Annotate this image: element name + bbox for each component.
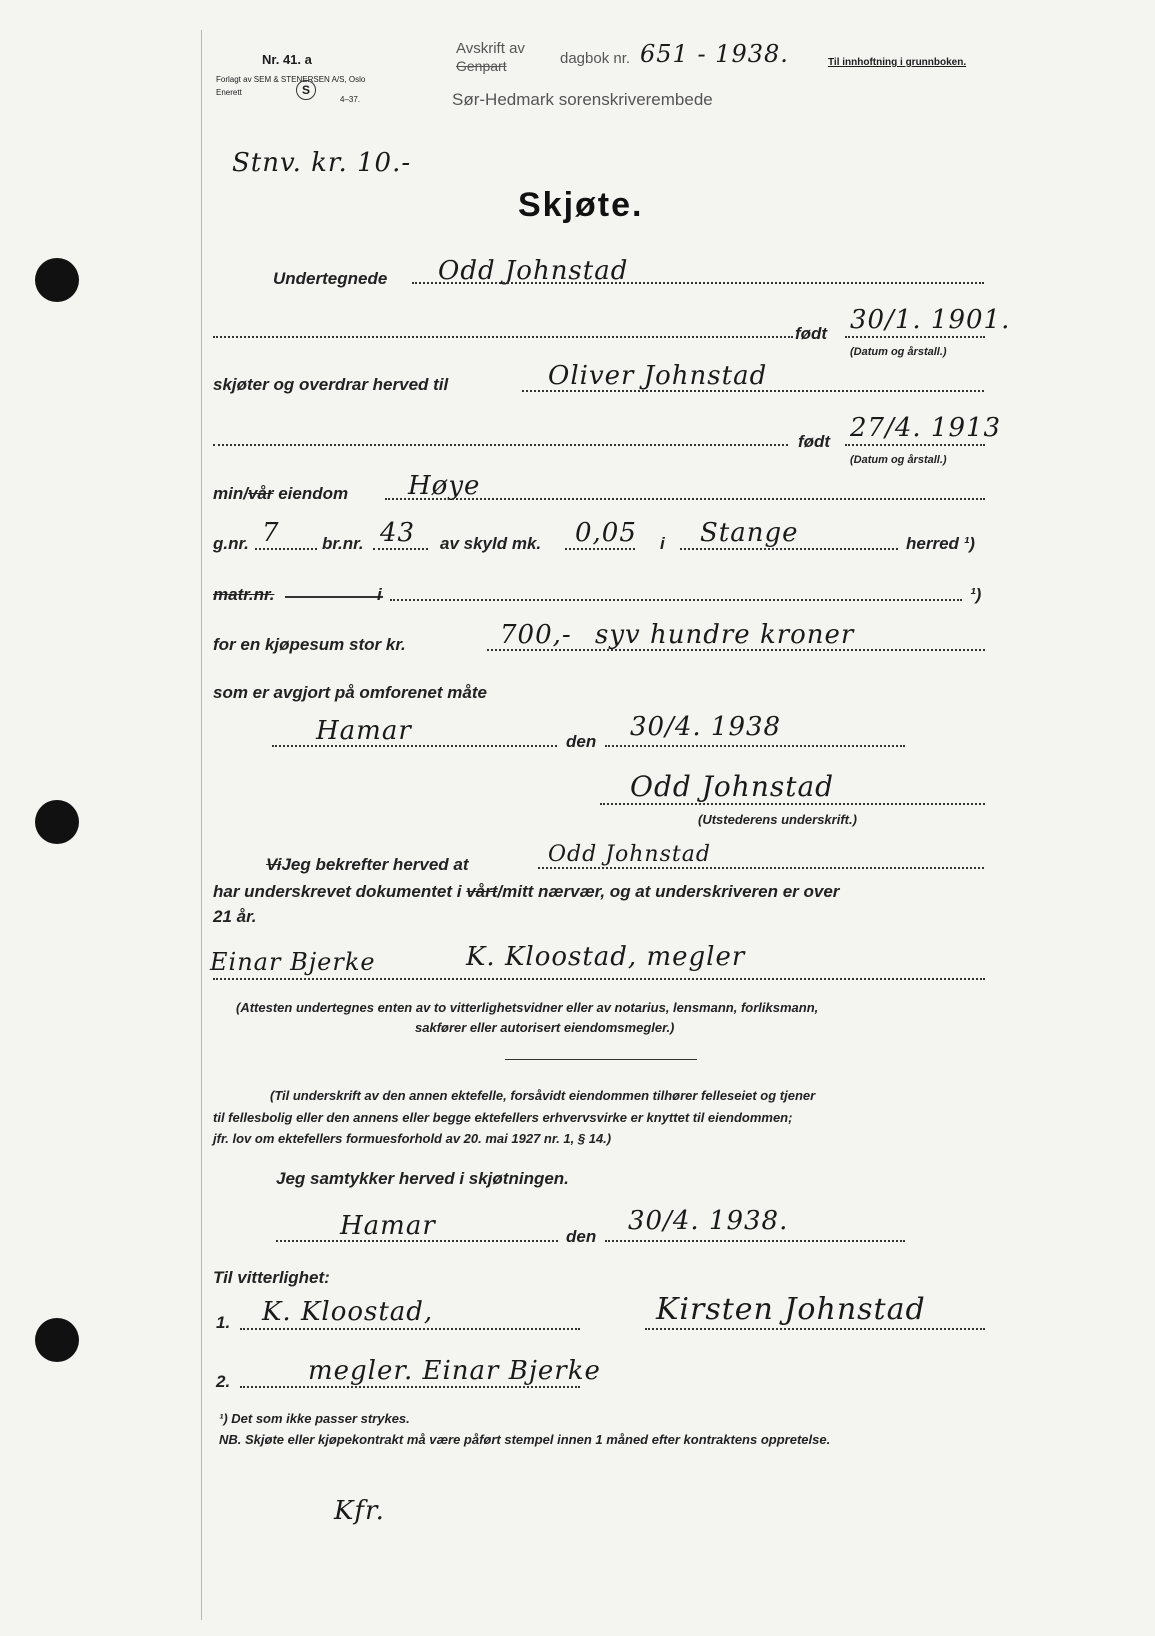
- registration-note: Til innhoftning i grunnboken.: [828, 57, 967, 68]
- matr-strike-line: [285, 596, 383, 598]
- attest-note-1: (Attesten undertegnes enten av to vitterlighetsvidner eller av notarius, lensmann, forliksmann,: [236, 1000, 819, 1015]
- seller-name: Odd Johnstad: [438, 256, 629, 286]
- punch-hole-top: [35, 258, 79, 302]
- property-label-struck: vår: [247, 484, 274, 503]
- witness-prefix: Jeg bekrefter herved at: [281, 855, 469, 874]
- journal-number: 651 - 1938.: [640, 40, 789, 68]
- signature-caption: (Utstederens underskrift.): [698, 812, 857, 827]
- property-name: Høye: [408, 471, 481, 501]
- buyer-name: Oliver Johnstad: [548, 361, 768, 391]
- section-divider: [505, 1059, 697, 1060]
- matr-note: ¹): [970, 585, 982, 604]
- copy-label-struck: Genpart: [456, 58, 507, 74]
- signing-date-line: [605, 745, 905, 747]
- witness-signature-line: [213, 978, 985, 980]
- seller-born-label: født: [795, 324, 828, 343]
- buyer-born-hint: (Datum og årstall.): [850, 454, 947, 466]
- witness-struck: Vi: [266, 855, 282, 874]
- spouse-date-line: [605, 1240, 905, 1242]
- witness-2-number: 2.: [216, 1372, 231, 1391]
- matr-struck: matr.nr.: [213, 585, 275, 604]
- witness-line2-a: har underskrevet dokumentet i: [213, 882, 462, 901]
- witness-heading: Til vitterlighet:: [213, 1268, 330, 1287]
- stamp-annotation: Stnv. kr. 10.-: [232, 148, 412, 178]
- seller-born-hint: (Datum og årstall.): [850, 346, 947, 358]
- agreed-label: som er avgjort på omforenet måte: [213, 683, 487, 702]
- seller-born-date: 30/1. 1901.: [850, 305, 1011, 335]
- bnr-value: 43: [380, 518, 416, 548]
- document-title: Skjøte.: [518, 186, 644, 224]
- spouse-date: 30/4. 1938.: [628, 1206, 789, 1236]
- skyld-line: [565, 548, 635, 550]
- gnr-line: [255, 548, 317, 550]
- form-number: Nr. 41. a: [262, 52, 312, 67]
- buyer-name-line: [522, 390, 984, 392]
- price-amount: 700,-: [500, 620, 572, 650]
- bnr-line: [373, 548, 428, 550]
- property-label: [213, 484, 348, 504]
- spouse-note-2: til fellesbolig eller den annens eller begge ektefellers erhvervsvirke er knyttet til eiendommen;: [213, 1110, 793, 1125]
- bnr-label: br.nr.: [322, 534, 364, 553]
- witness-signature-2: K. Kloostad, megler: [466, 942, 746, 972]
- buyer-label: skjøter og overdrar herved til: [213, 375, 449, 394]
- signing-place: Hamar: [316, 716, 412, 746]
- signing-den-label: den: [566, 732, 597, 751]
- seller-signature: Odd Johnstad: [630, 770, 835, 803]
- witness-1-number: 1.: [216, 1313, 231, 1332]
- witness-signature-1: Einar Bjerke: [210, 948, 376, 976]
- municipality-name: Stange: [700, 518, 799, 548]
- witness-line2-struck: vårt: [466, 882, 498, 901]
- municipality-line: [680, 548, 898, 550]
- initials: Kfr.: [334, 1496, 385, 1526]
- skyld-value: 0,05: [575, 518, 637, 548]
- edition: 4–37.: [340, 95, 361, 104]
- office-name: Sør-Hedmark sorenskriverembede: [452, 90, 713, 109]
- witness-1-signature: K. Kloostad,: [262, 1297, 434, 1327]
- buyer-born-date: 27/4. 1913: [850, 413, 1002, 443]
- property-name-line: [385, 498, 985, 500]
- footnote-2: NB. Skjøte eller kjøpekontrakt må være påført stempel innen 1 måned efter kontraktens oppretelse.: [219, 1432, 831, 1447]
- herred-label: herred ¹): [906, 534, 975, 553]
- copy-label: Avskrift av: [456, 40, 525, 57]
- publisher: Forlagt av SEM & STENERSEN A/S, Oslo: [216, 75, 366, 84]
- punch-hole-bottom: [35, 1318, 79, 1362]
- seller-name-line: [412, 282, 984, 284]
- spouse-den-label: den: [566, 1227, 597, 1246]
- spouse-note-3: jfr. lov om ektefellers formuesforhold av 20. mai 1927 nr. 1, § 14.): [213, 1131, 612, 1146]
- attest-note-2: sakfører eller autorisert eiendomsmegler.): [415, 1020, 675, 1035]
- price-words: syv hundre kroner: [595, 620, 855, 650]
- journal-label: dagbok nr.: [560, 50, 631, 67]
- witness-line2-b: /mitt nærvær, og at underskriveren er over: [497, 882, 840, 901]
- seller-label: Undertegnede: [273, 269, 388, 288]
- rights: Enerett: [216, 88, 242, 97]
- matr-line: [390, 599, 962, 601]
- spouse-consent: Jeg samtykker herved i skjøtningen.: [276, 1169, 569, 1188]
- seller-signature-line: [600, 803, 985, 805]
- spouse-place-line: [276, 1240, 558, 1242]
- seller-blank-line: [213, 336, 793, 338]
- property-label-prefix: min/: [213, 484, 248, 503]
- price-line: [487, 649, 985, 651]
- property-label-suffix: eiendom: [278, 484, 349, 503]
- witness-1-line: [240, 1328, 580, 1330]
- skyld-label: av skyld mk.: [440, 534, 542, 553]
- witness-line2: [213, 882, 839, 902]
- witness-confirmed-name: Odd Johnstad: [548, 842, 711, 867]
- gnr-value: 7: [262, 518, 280, 548]
- witness-2-line: [240, 1386, 580, 1388]
- punch-hole-middle: [35, 800, 79, 844]
- witness-name-line: [538, 867, 984, 869]
- spouse-signature-line: [645, 1328, 985, 1330]
- footnote-1: ¹) Det som ikke passer strykes.: [219, 1411, 410, 1426]
- spouse-note-1: (Til underskrift av den annen ektefelle, forsåvidt eiendommen tilhører felleseiet og tjener: [270, 1088, 816, 1103]
- municipality-i-label: i: [660, 534, 665, 553]
- signing-place-line: [272, 745, 557, 747]
- buyer-blank-line: [213, 444, 788, 446]
- price-label: for en kjøpesum stor kr.: [213, 635, 406, 654]
- spouse-place: Hamar: [340, 1211, 436, 1241]
- publisher-logo: S: [296, 80, 316, 100]
- seller-born-line: [845, 336, 985, 338]
- signing-date: 30/4. 1938: [630, 712, 782, 742]
- spouse-signature: Kirsten Johnstad: [656, 1292, 926, 1327]
- margin-line: [201, 30, 202, 1620]
- witness-line3: 21 år.: [213, 907, 257, 926]
- matr-i-label: i: [377, 585, 382, 604]
- gnr-label: g.nr.: [213, 534, 249, 553]
- buyer-born-label: født: [798, 432, 831, 451]
- buyer-born-line: [845, 444, 985, 446]
- witness-confirmation: [266, 855, 469, 875]
- witness-2-signature: megler. Einar Bjerke: [308, 1356, 601, 1386]
